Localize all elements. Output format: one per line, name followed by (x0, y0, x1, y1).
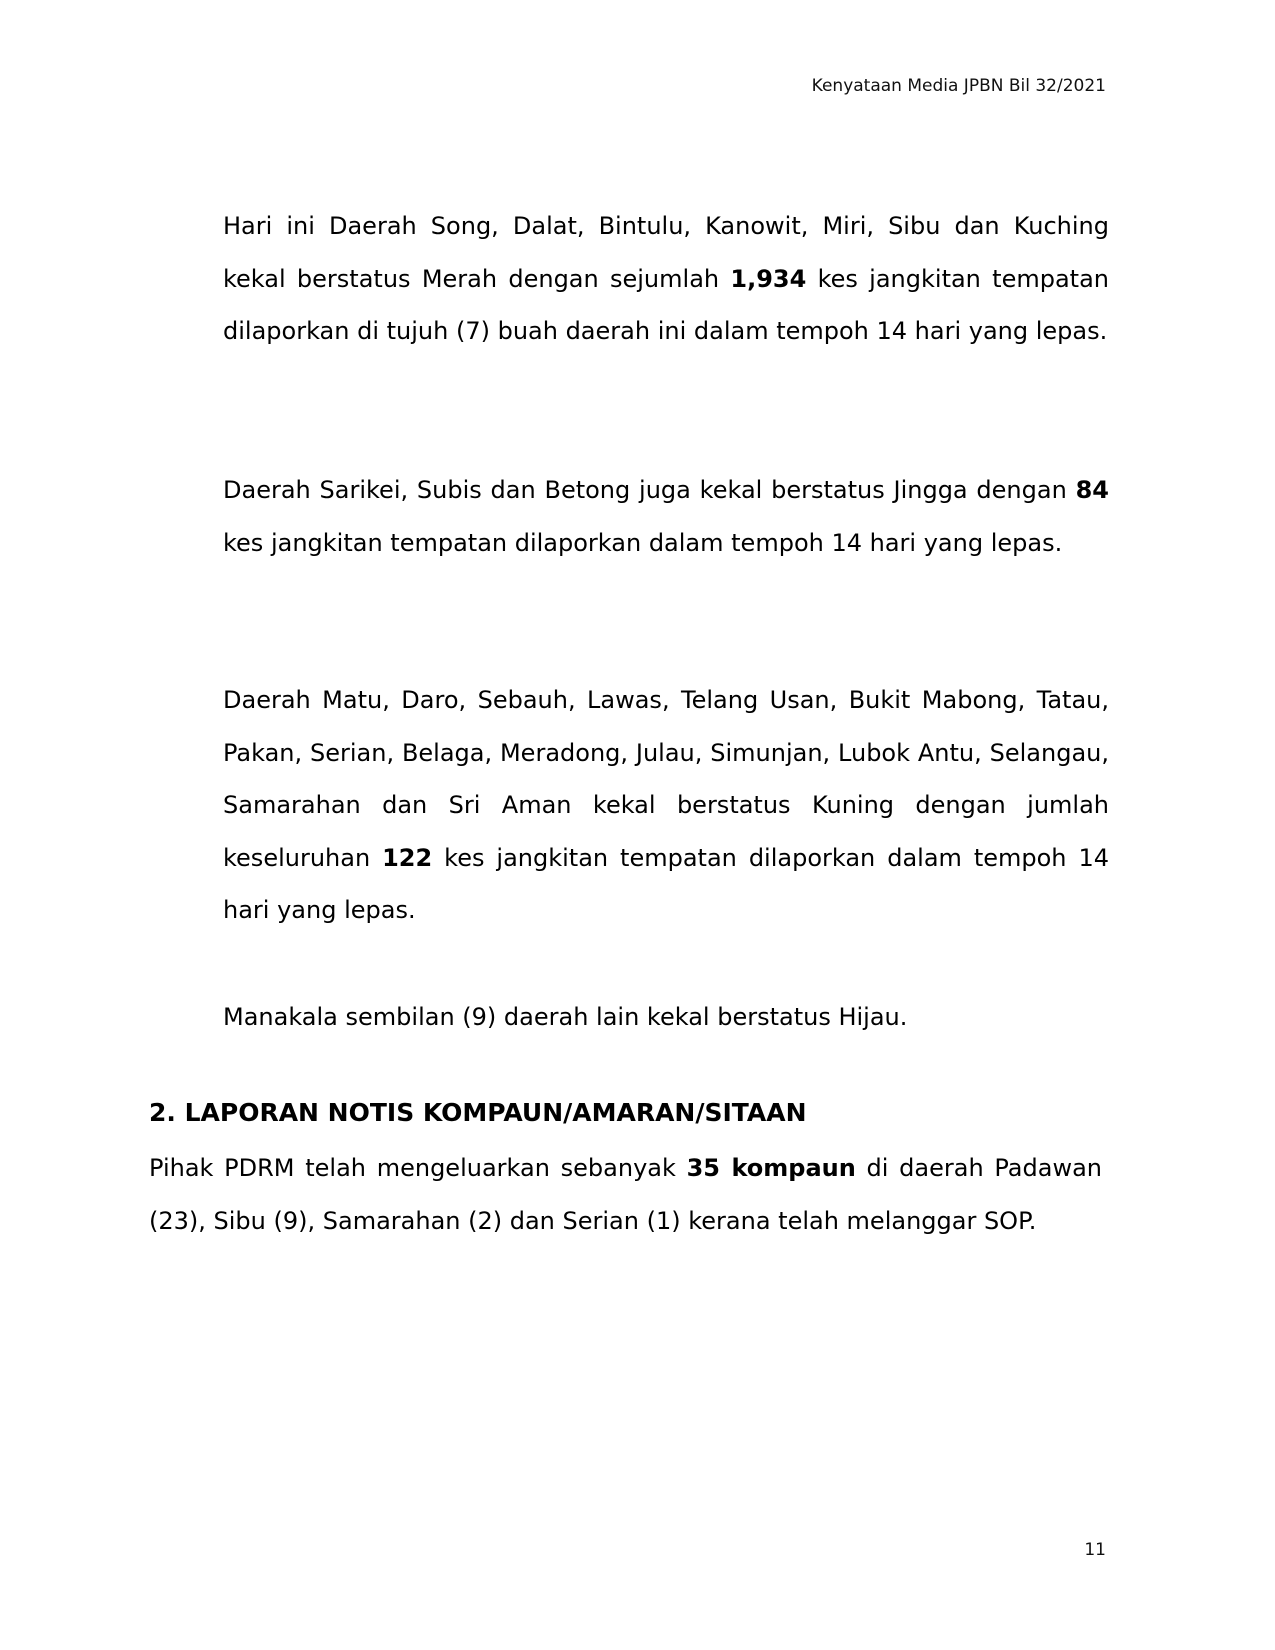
paragraph-text: Hari ini Daerah Song, Dalat, Bintulu, Kanowit, Miri, Sibu dan Kuching kekal berstatus Merah dengan sejumlah (223, 212, 1109, 293)
document-header: Kenyataan Media JPBN Bil 32/2021 (811, 76, 1106, 96)
paragraph-green-status: Manakala sembilan (9) daerah lain kekal berstatus Hijau. (223, 1003, 908, 1031)
paragraph-red-status (223, 200, 1109, 358)
section-body-compound (149, 1142, 1102, 1247)
paragraph-text: Pihak PDRM telah mengeluarkan sebanyak (149, 1154, 687, 1182)
paragraph-text: kes jangkitan tempatan dilaporkan di tujuh (7) buah daerah ini dalam tempoh 14 hari yang lepas. (223, 264, 1109, 345)
paragraph-text: Daerah Matu, Daro, Sebauh, Lawas, Telang Usan, Bukit Mabong, Tatau, Pakan, Serian, Belaga, Meradong, Julau, Simunjan, Lubok Antu, Selangau, Samarahan dan Sri Aman kekal berstatus Kuning dengan jumlah keseluruhan (223, 686, 1109, 872)
paragraph-text: Daerah Sarikei, Subis dan Betong juga kekal berstatus Jingga dengan (223, 476, 1076, 504)
orange-case-count: 84 (1075, 476, 1109, 504)
paragraph-text: kes jangkitan tempatan dilaporkan dalam tempoh 14 hari yang lepas. (223, 843, 1109, 924)
section-heading: 2. LAPORAN NOTIS KOMPAUN/AMARAN/SITAAN (149, 1098, 807, 1127)
paragraph-orange-status (223, 464, 1109, 569)
red-case-count: 1,934 (730, 264, 807, 293)
paragraph-text: kes jangkitan tempatan dilaporkan dalam tempoh 14 hari yang lepas. (223, 528, 1063, 557)
compound-count: 35 kompaun (686, 1154, 856, 1182)
yellow-case-count: 122 (382, 843, 433, 872)
paragraph-text: di daerah Padawan (23), Sibu (9), Samarahan (2) dan Serian (1) kerana telah melanggar SOP. (149, 1154, 1102, 1235)
page-number: 11 (1084, 1540, 1106, 1560)
paragraph-yellow-status (223, 674, 1109, 937)
